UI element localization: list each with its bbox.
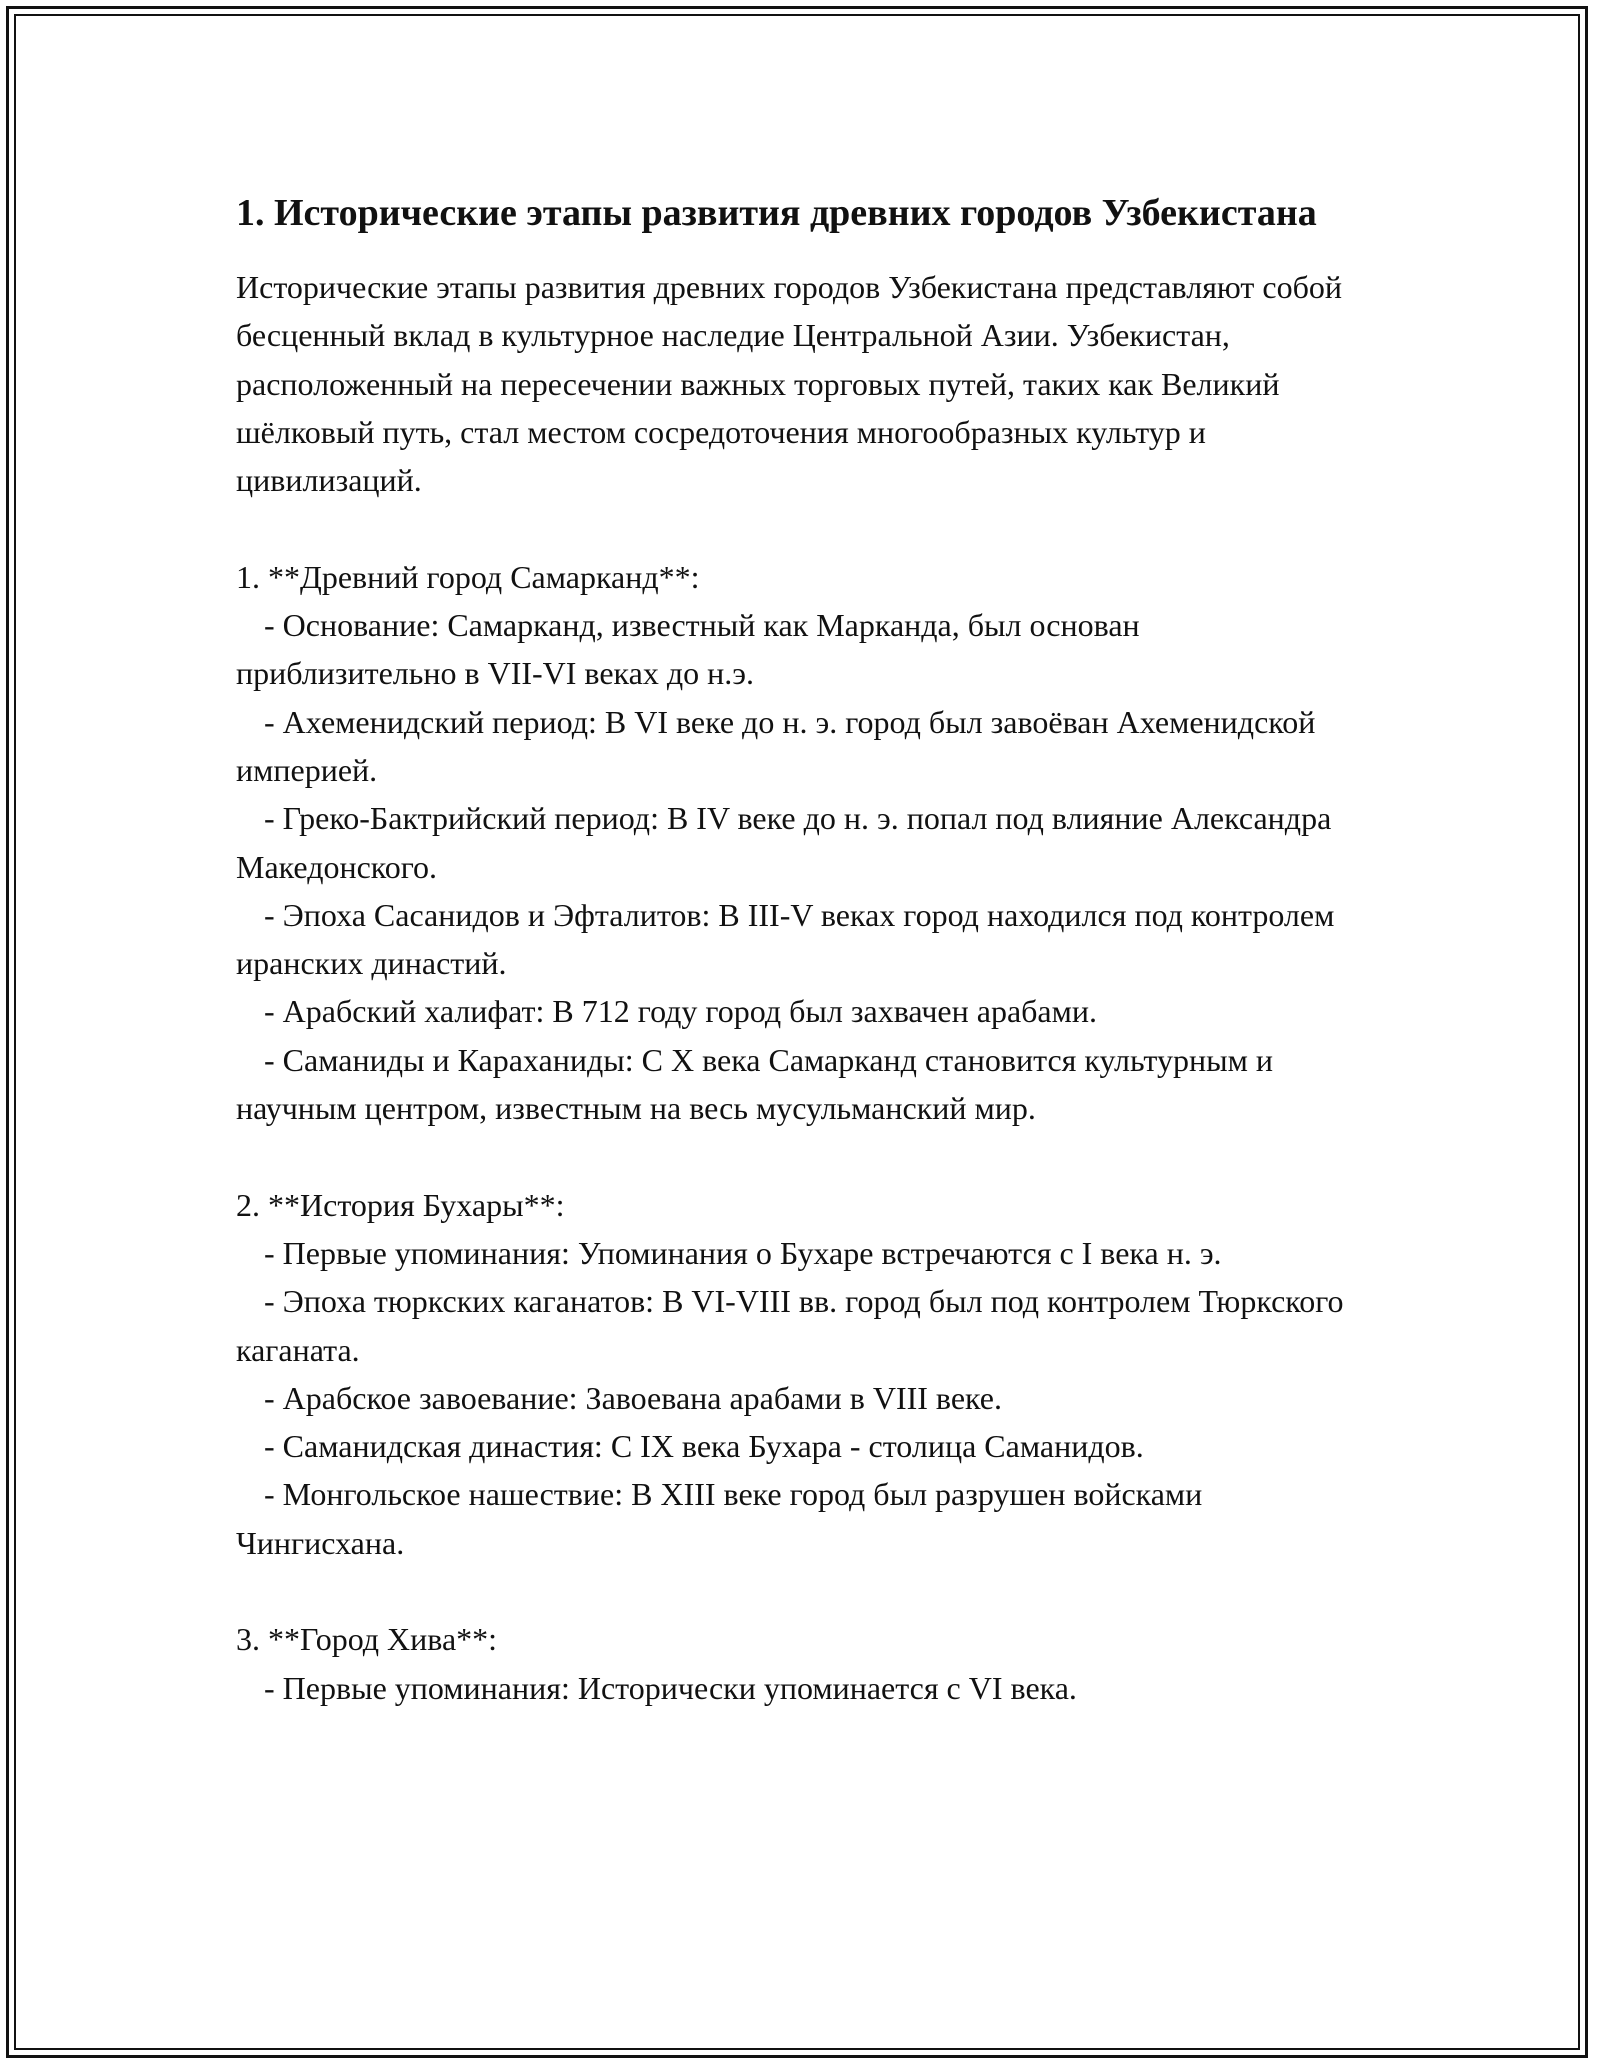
blank-line (236, 1567, 1366, 1615)
list-item: - Эпоха тюркских каганатов: В VI-VIII вв. город был под контролем Тюркского каганата. (236, 1283, 1344, 1368)
blank-line (236, 1132, 1366, 1180)
section-bukhara (236, 1181, 1366, 1567)
document-body (236, 186, 1366, 1712)
list-item: - Основание: Самарканд, известный как Марканда, был основан приблизительно в VII-VI веках до н.э. (236, 607, 1140, 692)
list-item: - Арабский халифат: В 712 году город был захвачен арабами. (264, 993, 1097, 1030)
section-title: 1. Исторические этапы развития древних городов Узбекистана (236, 192, 1317, 234)
list-item: - Саманиды и Караханиды: С X века Самарканд становится культурным и научным центром, известным на весь мусульманский мир. (236, 1041, 1273, 1127)
list-item: - Арабское завоевание: Завоевана арабами в VIII веке. (264, 1379, 1002, 1416)
section-khiva (236, 1615, 1366, 1712)
list-item: - Первые упоминания: Исторически упоминается с VI века. (264, 1669, 1077, 1706)
section-heading: 3. **Город Хива**: (236, 1621, 498, 1658)
section-heading: 1. **Древний город Самарканд**: (236, 558, 700, 595)
list-item: - Греко-Бактрийский период: В IV веке до н. э. попал под влияние Александра Македонского. (236, 800, 1332, 885)
blank-line (236, 504, 1366, 552)
section-heading: 2. **История Бухары**: (236, 1186, 565, 1223)
list-item: - Эпоха Сасанидов и Эфталитов: В III-V веках город находился под контролем иранских династий. (236, 896, 1335, 982)
list-item: - Саманидская династия: С IX века Бухара - столица Саманидов. (264, 1428, 1144, 1465)
list-item: - Ахеменидский период: В VI веке до н. э. город был завоёван Ахеменидской империей. (236, 703, 1316, 788)
section-samarkand (236, 553, 1366, 1133)
list-item: - Монгольское нашествие: В XIII веке город был разрушен войсками Чингисхана. (236, 1476, 1203, 1561)
intro-paragraph: Исторические этапы развития древних городов Узбекистана представляют собой бесценный вклад в культурное наследие Центральной Азии. Узбекистан, расположенный на пересечении важных торговых путей, таких как Великий шёлковый путь, стал местом сосредоточения многообразных культур и цивилизаций. (236, 269, 1342, 499)
list-item: - Первые упоминания: Упоминания о Бухаре встречаются с I века н. э. (264, 1234, 1222, 1271)
